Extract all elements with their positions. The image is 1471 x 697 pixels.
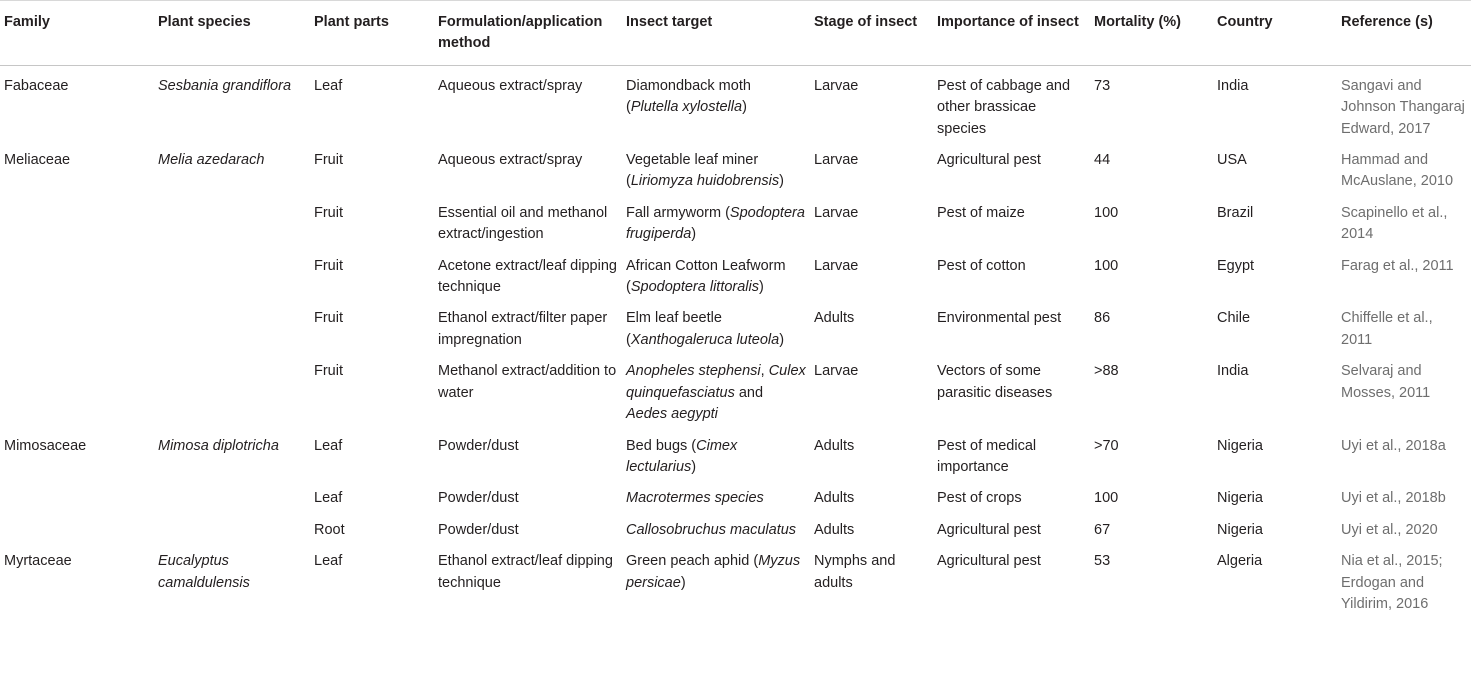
cell-stage: Nymphs and adults <box>814 553 896 591</box>
cell-importance: Agricultural pest <box>937 553 1041 570</box>
cell-reference: Hammad and McAuslane, 2010 <box>1341 152 1454 190</box>
cell-formulation: Powder/dust <box>438 521 519 538</box>
target-scientific-name: Plutella xylostella <box>630 99 743 116</box>
cell-formulation: Ethanol extract/filter paper impregnation <box>438 310 608 348</box>
target-scientific-name: Callosobruchus maculatus <box>626 521 797 538</box>
cell-plant-parts: Leaf <box>314 553 343 570</box>
cell-plant-species: Sesbania grandiflora <box>158 77 292 94</box>
cell-reference: Uyi et al., 2018a <box>1341 437 1446 454</box>
cell-stage: Adults <box>814 437 855 454</box>
table-row <box>0 298 1471 351</box>
cell-reference: Uyi et al., 2020 <box>1341 521 1438 538</box>
cell-family: Fabaceae <box>4 77 69 94</box>
cell-country: Nigeria <box>1217 521 1263 538</box>
target-common-name: Bed bugs ( <box>626 437 697 454</box>
cell-mortality: 44 <box>1094 152 1111 169</box>
table-row <box>0 140 1471 193</box>
cell-country: Nigeria <box>1217 437 1263 454</box>
target-closing: ) <box>759 279 764 296</box>
target-scientific-name: Spodoptera frugiperda <box>626 204 805 243</box>
target-scientific-name: Culex quinquefasciatus <box>626 363 806 401</box>
table-row <box>0 426 1471 479</box>
table-row <box>0 541 1471 615</box>
cell-formulation: Powder/dust <box>438 490 519 507</box>
cell-plant-parts: Fruit <box>314 204 343 221</box>
cell-stage: Larvae <box>814 152 859 169</box>
target-closing: ) <box>691 458 697 475</box>
target-common-name: Diamondback moth ( <box>626 77 751 116</box>
cell-family <box>0 193 154 246</box>
cell-importance: Pest of cotton <box>937 257 1026 274</box>
cell-country: Egypt <box>1217 257 1255 274</box>
table-row <box>0 351 1471 425</box>
cell-plant-parts: Fruit <box>314 310 343 327</box>
cell-importance: Environmental pest <box>937 310 1062 327</box>
target-scientific-name: Macrotermes species <box>626 490 764 507</box>
target-separator: , <box>760 363 769 380</box>
table-row <box>0 65 1471 140</box>
column-header-family: Family <box>0 1 154 66</box>
cell-family: Myrtaceae <box>4 553 72 570</box>
cell-country: India <box>1217 363 1249 380</box>
cell-mortality: 86 <box>1094 310 1111 327</box>
cell-importance: Vectors of some parasitic diseases <box>937 363 1053 401</box>
cell-plant-species <box>154 351 310 425</box>
cell-mortality: 53 <box>1094 553 1111 570</box>
table-header-row <box>0 1 1471 66</box>
cell-reference: Sangavi and Johnson Thangaraj Edward, 2017 <box>1341 77 1465 137</box>
column-header-country: Country <box>1213 1 1337 66</box>
cell-plant-parts: Leaf <box>314 437 343 454</box>
target-common-name: Fall armyworm ( <box>626 204 730 221</box>
target-scientific-name: Liriomyza huidobrensis <box>630 173 780 190</box>
cell-stage: Larvae <box>814 77 859 94</box>
cell-reference: Selvaraj and Mosses, 2011 <box>1341 363 1431 401</box>
cell-plant-species <box>154 510 310 541</box>
cell-mortality: >70 <box>1094 437 1119 454</box>
target-closing: ) <box>742 99 747 116</box>
cell-formulation: Methanol extract/addition to water <box>438 363 617 401</box>
cell-plant-parts: Root <box>314 521 345 538</box>
column-header-formulation: Formulation/application method <box>434 1 622 66</box>
cell-importance: Pest of maize <box>937 204 1025 221</box>
cell-insect-target <box>622 510 810 541</box>
target-closing: ) <box>779 331 785 348</box>
cell-family: Mimosaceae <box>4 437 87 454</box>
table-row <box>0 193 1471 246</box>
cell-insect-target <box>622 65 810 140</box>
cell-stage: Larvae <box>814 204 859 221</box>
cell-plant-parts: Fruit <box>314 363 343 380</box>
cell-plant-parts: Fruit <box>314 152 343 169</box>
cell-country: India <box>1217 77 1249 94</box>
cell-plant-species <box>154 478 310 509</box>
target-closing: ) <box>680 574 686 591</box>
cell-country: USA <box>1217 152 1247 169</box>
target-scientific-name: Aedes aegypti <box>626 406 718 423</box>
column-header-plant-parts: Plant parts <box>310 1 434 66</box>
cell-formulation: Aqueous extract/spray <box>438 77 583 94</box>
table-row <box>0 478 1471 509</box>
cell-insect-target <box>622 351 810 425</box>
target-closing: ) <box>779 173 784 190</box>
cell-family: Meliaceae <box>4 152 71 169</box>
cell-formulation: Powder/dust <box>438 437 519 454</box>
target-scientific-name: Spodoptera littoralis <box>630 279 760 296</box>
target-common-name: Elm leaf beetle ( <box>626 310 722 348</box>
cell-country: Algeria <box>1217 553 1263 570</box>
cell-insect-target <box>622 193 810 246</box>
cell-stage: Adults <box>814 490 855 507</box>
cell-importance: Pest of medical importance <box>937 437 1037 475</box>
cell-country: Nigeria <box>1217 490 1263 507</box>
cell-mortality: 73 <box>1094 77 1111 94</box>
cell-reference: Farag et al., 2011 <box>1341 257 1454 274</box>
cell-mortality: >88 <box>1094 363 1119 380</box>
cell-importance: Agricultural pest <box>937 521 1041 538</box>
cell-importance: Pest of cabbage and other brassicae species <box>937 77 1071 137</box>
column-header-stage: Stage of insect <box>810 1 933 66</box>
cell-family <box>0 478 154 509</box>
cell-insect-target <box>622 298 810 351</box>
cell-reference: Scapinello et al., 2014 <box>1341 204 1448 243</box>
cell-importance: Pest of crops <box>937 490 1022 507</box>
cell-formulation: Acetone extract/leaf dipping technique <box>438 257 617 296</box>
cell-plant-parts: Leaf <box>314 490 343 507</box>
cell-country: Brazil <box>1217 204 1254 221</box>
cell-plant-species: Eucalyptus camaldulensis <box>158 553 250 591</box>
cell-family <box>0 246 154 299</box>
cell-insect-target <box>622 426 810 479</box>
cell-country: Chile <box>1217 310 1251 327</box>
cell-plant-parts: Fruit <box>314 257 343 274</box>
cell-family <box>0 510 154 541</box>
cell-plant-species: Melia azedarach <box>158 152 265 169</box>
target-common-name: Green peach aphid ( <box>626 553 759 570</box>
cell-plant-species <box>154 193 310 246</box>
cell-plant-species <box>154 246 310 299</box>
cell-stage: Adults <box>814 521 855 538</box>
column-header-mortality: Mortality (%) <box>1090 1 1213 66</box>
target-common-name: Vegetable leaf miner ( <box>626 152 759 190</box>
cell-formulation: Aqueous extract/spray <box>438 152 583 169</box>
cell-plant-species: Mimosa diplotricha <box>158 437 279 454</box>
cell-plant-parts: Leaf <box>314 77 343 94</box>
column-header-plant-species: Plant species <box>154 1 310 66</box>
column-header-importance: Importance of insect <box>933 1 1090 66</box>
target-common-name: African Cotton Leafworm ( <box>626 257 786 296</box>
cell-family <box>0 351 154 425</box>
cell-formulation: Ethanol extract/leaf dipping technique <box>438 553 613 591</box>
cell-reference: Uyi et al., 2018b <box>1341 490 1446 507</box>
table-row <box>0 510 1471 541</box>
cell-mortality: 67 <box>1094 521 1111 538</box>
target-scientific-name: Myzus persicae <box>626 553 801 591</box>
cell-insect-target <box>622 478 810 509</box>
column-header-reference: Reference (s) <box>1337 1 1471 66</box>
cell-reference: Nia et al., 2015; Erdogan and Yildirim, 2016 <box>1341 553 1443 612</box>
cell-stage: Larvae <box>814 257 859 274</box>
cell-mortality: 100 <box>1094 257 1119 274</box>
target-separator: and <box>734 384 764 401</box>
target-scientific-name: Xanthogaleruca luteola <box>630 331 780 348</box>
cell-formulation: Essential oil and methanol extract/ingestion <box>438 204 608 243</box>
target-scientific-name: Anopheles stephensi <box>626 363 761 380</box>
cell-mortality: 100 <box>1094 490 1119 507</box>
table-row <box>0 246 1471 299</box>
cell-insect-target <box>622 541 810 615</box>
cell-importance: Agricultural pest <box>937 152 1041 169</box>
target-scientific-name: Cimex lectularius <box>626 437 738 475</box>
cell-plant-species <box>154 298 310 351</box>
cell-insect-target <box>622 140 810 193</box>
cell-stage: Larvae <box>814 363 859 380</box>
cell-stage: Adults <box>814 310 855 327</box>
column-header-insect-target: Insect target <box>622 1 810 66</box>
target-closing: ) <box>691 226 697 243</box>
cell-insect-target <box>622 246 810 299</box>
cell-reference: Chiffelle et al., 2011 <box>1341 310 1433 348</box>
cell-family <box>0 298 154 351</box>
cell-mortality: 100 <box>1094 204 1119 221</box>
